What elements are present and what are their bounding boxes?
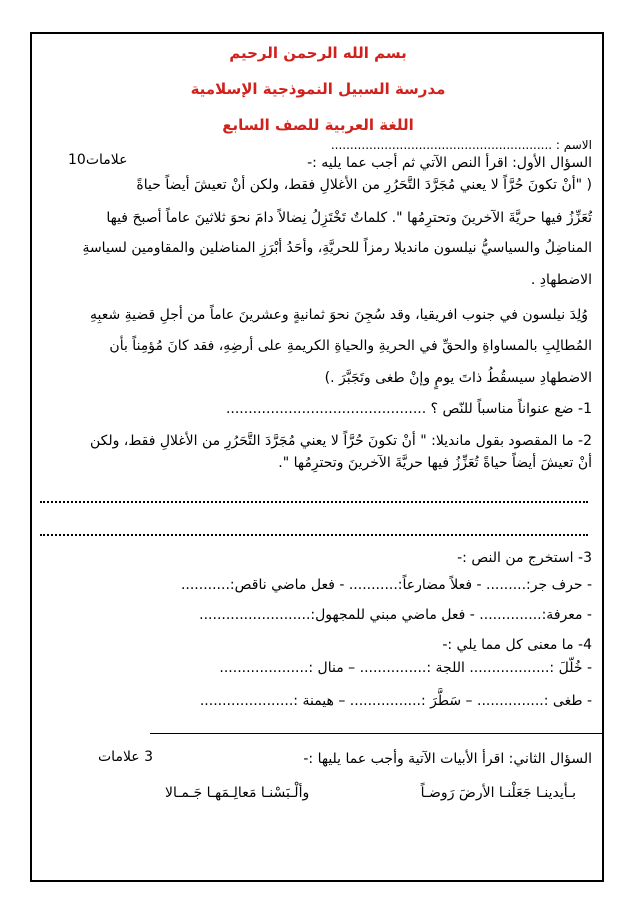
passage-line-7: الاضطهادِ سيسقُطُ ذاتَ يومٍ وإنْ طغى وتَجَبَّرَ .) xyxy=(324,370,592,386)
question-1-1: 1- ضع عنواناً مناسباً للنّص ؟ ............................................. xyxy=(225,401,592,417)
answer-line-2[interactable] xyxy=(40,534,588,536)
student-name-line: الاسم : .......................................................... xyxy=(330,138,592,152)
verse-first-hemistich: بـأيدينـا جَعَلْنـا الأرضَ رَوضـاً xyxy=(420,785,576,801)
passage-line-3: المناضِلُ والسياسيُّ نيلسون مانديلا رمزاً للحريَّةِ، وأحَدُ أبْرَزِ المناضلين والمقاومين لسياسةِ xyxy=(82,240,592,256)
answer-line-1[interactable] xyxy=(40,501,588,503)
question-1-4-title: 4- ما معنى كل مما يلي :- xyxy=(442,637,592,653)
question-1-2-line-2: أنْ تعيشَ أيضاً حياةً تُعَزِّزُ فيها حريَّةَ الآخرينَ وتحترِمُها ". xyxy=(278,455,592,471)
question-2-title: السؤال الثاني: اقرأ الأبيات الآتية وأجب عما يليها :- xyxy=(303,751,592,767)
passage-line-4: الاضطهادِ . xyxy=(530,272,592,288)
question-1-3-row-1: - حرف جر:......... - فعلاً مضارعاً:........... - فعل ماضي ناقص:........... xyxy=(180,577,592,593)
verse-second-hemistich: وألْـبَسْنـا مَعالِـمَهـا جَـمـالا xyxy=(165,785,310,801)
passage-line-6: المُطالِبِ بالمساواةِ والحقِّ في الحريةِ والحياةِ الكريمةِ على أرضِهِ، فقد كانَ مُؤمِناً بأن xyxy=(109,338,592,354)
passage-line-1: ( "أنْ تكونَ حُرَّاً لا يعني مُجَرَّدَ التَّحَرُرِ من الأغلالِ فقط، ولكن أنْ تعيشَ أيضاً حياةً xyxy=(136,177,592,193)
section-divider xyxy=(150,733,602,734)
passage-line-5: وُلِدَ نيلسون في جنوب افريقيا، وقد سُجِنَ نحوَ ثمانيةٍ وعشرينَ عاماً من أجلِ قضيةِ شعبِهِ xyxy=(89,307,588,323)
question-1-3-title: 3- استخرج من النص :- xyxy=(457,550,592,566)
subject-title: اللغة العربية للصف السابع xyxy=(222,116,414,134)
question-2-marks: 3 علامات xyxy=(98,749,154,765)
question-1-title: السؤال الأول: اقرأ النص الآتي ثم أجب عما يليه :- xyxy=(307,155,592,171)
question-1-4-row-1: - خُلّلَ :.................. اللجة :............... – منال :.................... xyxy=(219,660,592,676)
question-1-3-row-2: - معرفة:.............. - فعل ماضي مبني للمجهول:......................... xyxy=(199,607,592,623)
question-1-4-row-2: - طغى :............... – سَطَّرَ :................ – هيمنة :..................... xyxy=(199,693,592,709)
basmala: بسم الله الرحمن الرحيم xyxy=(229,44,407,62)
school-name: مدرسة السبيل النموذجية الإسلامية xyxy=(190,80,446,98)
question-1-2-line-1: 2- ما المقصود بقول مانديلا: " أنْ تكونَ حُرَّاً لا يعني مُجَرَّدَ التَّحَرُرِ من الأغلالِ فقط، ولكن xyxy=(89,433,592,449)
passage-line-2: تُعَزِّزُ فيها حريَّةَ الآخرينَ وتحترِمُها ". كلماتٌ تَخْتَزِلُ نِضالاً دامَ نحوَ ثلاثينَ عاماً أصبحَ فيها xyxy=(106,210,592,226)
question-1-marks: 10علامات xyxy=(68,152,128,168)
